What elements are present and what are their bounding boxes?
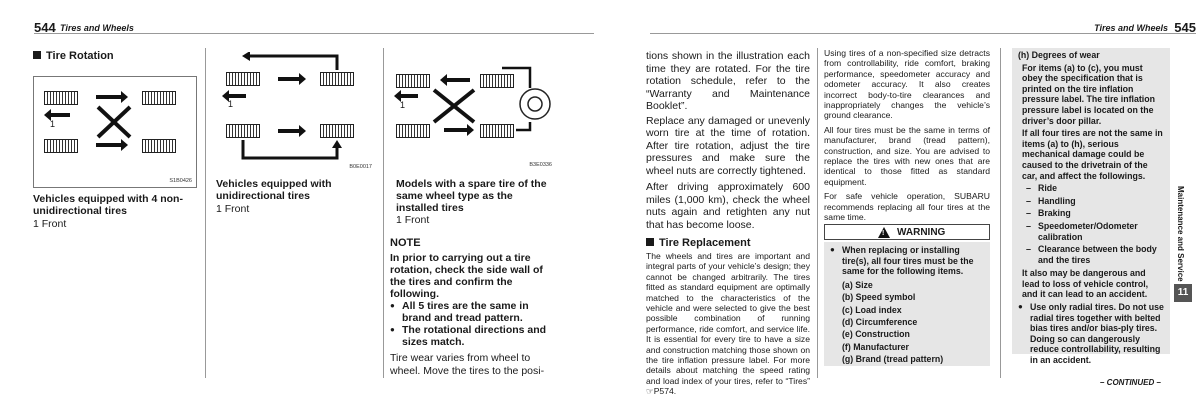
spare-rotation-icon [390,60,556,172]
paragraph: Using tires of a non-specified size detracts from controllability, ride comfort, braking performance, speedometer accuracy and odometer accuracy. It also creates incorrect body-to-tire clearances and inappropriately changes the vehicle’s ground clearance. [824,48,990,121]
chapter-number-tab: 11 [1174,284,1192,302]
tire-icon [142,139,176,153]
tire-icon [142,91,176,105]
figure-3-sub: 1 Front [396,214,430,226]
effects-list [1018,183,1164,265]
paragraph: Replace any damaged or unevenly worn tire at the time of rotation. After tire rotation, adjust the tire pressures and make sure the wheel nuts are correctly tightened. [646,114,810,177]
list-item: – Clearance between the body and the tires [1026,244,1164,265]
figure-code: S1B0426 [169,178,192,184]
warning-banner: ! WARNING [824,224,990,240]
cross-arrows-icon [94,103,134,141]
column-divider [205,48,206,378]
left-page-header [34,20,594,34]
paragraph: For safe vehicle operation, SUBARU recommends replacing all four tires at the same time. [824,191,990,223]
note-bullet-list [390,300,556,348]
figure-label: 1 [400,100,406,110]
right-page-header [650,20,1196,34]
list-item: – Ride [1026,183,1164,194]
chapter-side-tab: Maintenance and Service [1176,186,1185,282]
right-running-title: Tires and Wheels [1094,23,1168,33]
list-item: (f) Manufacturer [842,341,909,352]
radial-warning-list [1018,302,1164,366]
list-item: (a) Size [842,279,873,290]
paragraph: If all four tires are not the same in items (a) to (h), serious mechanical damage could be caused to the drivetrain of the car, and affect the followings. [1022,128,1163,181]
warning-list [830,245,984,277]
column-divider [383,48,384,378]
tire-icon [44,91,78,105]
paragraph: tions shown in the illustration each time they are rotated. For the tire rotation schedule, refer to the “Warranty and Maintenance Booklet”. [646,50,810,112]
list-item: – Braking [1026,208,1164,219]
list-item: ● When replacing or installing tire(s), all four tires must be the same for the following items. [830,245,984,277]
list-item: (b) Speed symbol [842,292,916,303]
list-item: – Handling [1026,196,1164,207]
section-title-tire-rotation: Tire Rotation [33,50,114,62]
figure-label: 1 [50,119,56,129]
list-item: (g) Brand (tread pattern) [842,354,944,365]
list-item: – Speedometer/Odometer calibration [1026,221,1164,242]
warning-panel-continued [1012,48,1170,366]
left-running-title: Tires and Wheels [60,23,134,33]
paragraph: The wheels and tires are important and integral parts of your vehicle’s design; they cannot be changed arbitrarily. The tires fitted as standard equipment are optimally matched to the characteristics of the vehicle and were selected to give the best possible combination of running performance, ride comfort, and service life. It is essential for every tire to have a size and construction matching those shown on the tire inflation pressure label. For more details about matching the speed rating and load index of your tires, refer to “Tires” ☞P574. [646,251,810,397]
note-after-text: Tire wear varies from wheel to wheel. Move the tires to the posi- [390,352,545,377]
column-divider [1000,48,1001,378]
figure-spare-tire [390,60,556,172]
list-item: ● The rotational directions and sizes match. [390,324,556,348]
note-heading: NOTE [390,237,421,249]
column-divider [817,48,818,378]
figure-code: B0E0017 [349,164,372,170]
right-column-2 [824,48,990,223]
left-page-number: 544 [34,20,56,35]
figure-4-tire-rotation [33,76,197,188]
paragraph: After driving approximately 600 miles (1,000 km), check the wheel nuts again and retighten any nut that has become loose. [646,181,810,231]
warning-label: WARNING [897,227,946,238]
arrow-icon [96,143,122,147]
arrow-icon [96,95,122,99]
tire-icon [44,139,78,153]
list-item: (d) Circumference [842,317,918,327]
paragraph: For items (a) to (c), you must obey the specification that is printed on the tire inflation pressure label. The tire inflation pressure label is located on the driver’s door pillar. [1022,62,1155,126]
figure-label: 1 [228,99,234,109]
paragraph: It also may be dangerous and lead to loss of vehicle control, and it can lead to an accident. [1022,268,1149,300]
right-page-number: 545 [1174,20,1196,35]
list-item: ● All 5 tires are the same in brand and tread pattern. [390,300,556,324]
note-box [390,237,556,377]
figure-unidirectional [212,52,376,172]
loop-arrows-icon [212,52,376,172]
right-column-1 [646,50,810,397]
figure-2-sub: 1 Front [216,203,250,215]
front-arrow-icon [50,113,70,117]
list-item: (c) Load index [842,304,902,315]
section-title-tire-replacement: Tire Replacement [646,237,810,249]
warning-panel [824,242,990,366]
figure-3-caption: Models with a spare tire of the same wheel type as the installed tires [396,178,547,214]
figure-1-caption: Vehicles equipped with 4 non-unidirectional tires [33,193,183,217]
warning-items [830,279,984,366]
figure-code: B3E0336 [529,162,552,168]
figure-1-sub: 1 Front [33,218,67,230]
list-item: ● Use only radial tires. Do not use radial tires together with belted bias tires and/or bias-ply tires. Doing so can dangerously reduce controllability, resulting in an accident. [1018,302,1164,366]
note-text: In prior to carrying out a tire rotation, check the side wall of the tires and confirm the following. [390,252,543,300]
figure-2-caption: Vehicles equipped with unidirectional tires [216,178,332,202]
list-item: (e) Construction [842,329,910,340]
warning-item-h: (h) Degrees of wear [1018,50,1100,60]
paragraph: All four tires must be the same in terms of manufacturer, brand (tread pattern), construction, and size. You are advised to replace the tires with new ones that are identical to those fitted as standard equipment. [824,124,990,187]
continued-label: – CONTINUED – [1100,378,1161,387]
